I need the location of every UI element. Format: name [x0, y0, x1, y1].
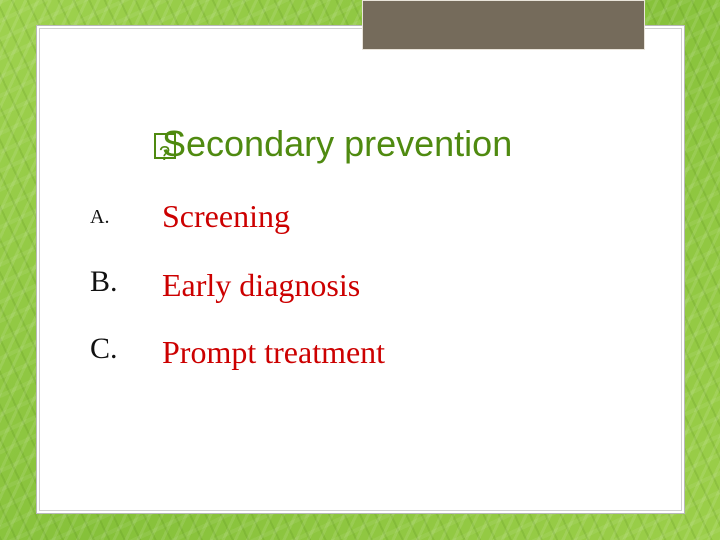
list-item-marker: A. [90, 206, 110, 228]
slide-title [154, 120, 512, 168]
list-item-marker: C. [90, 332, 118, 365]
slide-title-text: Secondary prevention [162, 123, 513, 164]
missing-glyph-box-icon [154, 133, 176, 159]
list-item [0, 263, 500, 307]
title-accent-bar [362, 0, 645, 50]
list-item-text: Screening [162, 198, 290, 234]
list-item [0, 330, 500, 374]
list-item-text: Early diagnosis [162, 267, 361, 303]
list-item [0, 194, 500, 238]
list-item-marker: B. [90, 265, 118, 298]
list-item-text: Prompt treatment [162, 334, 386, 370]
